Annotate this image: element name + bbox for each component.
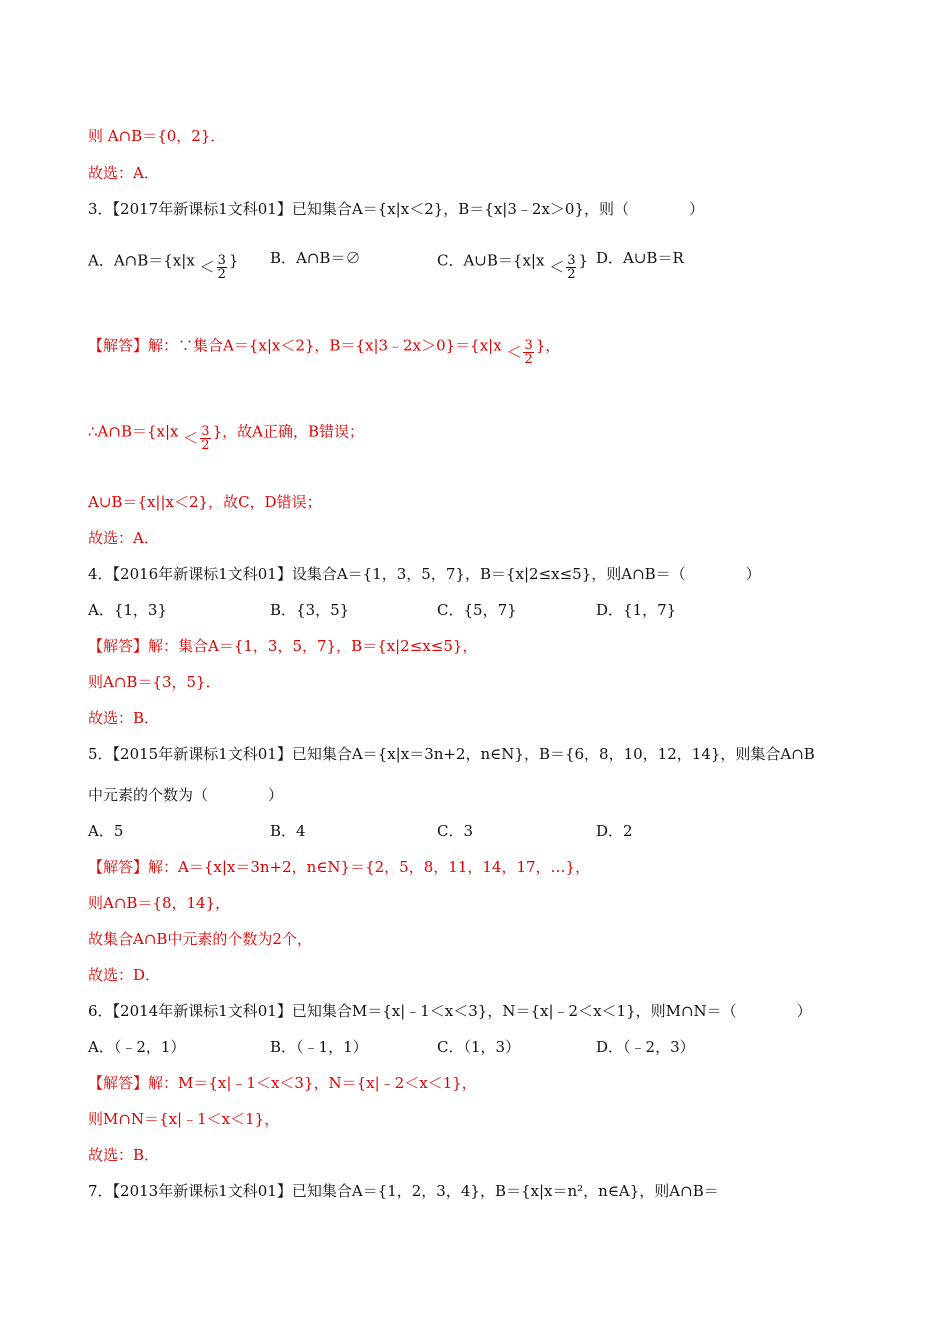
less-than: ＜: [549, 257, 565, 276]
q6-option-c: C．（1，3）: [437, 1038, 521, 1056]
option-text: A．A∩B＝{x|x: [88, 251, 200, 270]
answer-4-line-2: 则A∩B＝{3，5}．: [88, 673, 221, 691]
answer-3-choice: 故选：A．: [88, 529, 159, 547]
question-5-line-2: 中元素的个数为（ ）: [88, 786, 284, 804]
q4-option-d: D．{1，7}: [596, 601, 677, 619]
numerator: 3: [201, 424, 210, 439]
answer-6-line-2: 则M∩N＝{x|﹣1＜x＜1}，: [88, 1110, 280, 1128]
answer-5-line-1: 【解答】解：A＝{x|x＝3n+2，n∈N}＝{2，5，8，11，14，17，…}，: [88, 858, 591, 876]
option-text-end: }: [228, 251, 239, 270]
fraction: [566, 254, 576, 281]
answer-4-choice: 故选：B．: [88, 709, 160, 727]
q4-option-c: C．{5，7}: [437, 601, 517, 619]
q6-option-a: A．（﹣2，1）: [88, 1038, 186, 1056]
answer-5-choice: 故选：D．: [88, 966, 161, 984]
fraction: [523, 339, 533, 366]
answer-3-line-1: [88, 333, 561, 367]
answer-text: 【解答】解：∵集合A＝{x|x＜2}，B＝{x|3﹣2x＞0}＝{x|x: [88, 336, 507, 355]
question-4: 4．【2016年新课标1文科01】设集合A＝{1，3，5，7}，B＝{x|2≤x≤5}，则A∩B＝（ ）: [88, 565, 761, 583]
numerator: 3: [217, 253, 226, 268]
q5-option-a: A．5: [88, 822, 124, 840]
q5-option-d: D．2: [596, 822, 633, 840]
less-than: ＜: [199, 257, 215, 276]
numerator: 3: [567, 253, 576, 268]
q3-option-d: D．A∪B＝R: [596, 249, 684, 267]
q6-option-d: D．（﹣2，3）: [596, 1038, 695, 1056]
q6-option-b: B．（﹣1，1）: [270, 1038, 368, 1056]
q4-option-a: A．{1，3}: [88, 601, 168, 619]
fraction: [217, 254, 227, 281]
answer-line: 则 A∩B＝{0，2}．: [88, 127, 226, 145]
answer-text-end: }，: [535, 336, 561, 355]
option-text: C．A∪B＝{x|x: [437, 251, 550, 270]
denominator: 2: [567, 267, 576, 282]
denominator: 2: [217, 267, 226, 282]
q3-option-a: [88, 248, 239, 282]
less-than: ＜: [506, 342, 522, 361]
answer-6-line-1: 【解答】解：M＝{x|﹣1＜x＜3}，N＝{x|﹣2＜x＜1}，: [88, 1074, 477, 1092]
answer-3-line-2: [88, 419, 364, 453]
q4-option-b: B．{3，5}: [270, 601, 350, 619]
answer-text-end: }，故A正确，B错误；: [212, 422, 364, 441]
q3-option-c: [437, 248, 589, 282]
q3-option-b: B．A∩B＝∅: [270, 249, 361, 267]
q5-option-b: B．4: [270, 822, 306, 840]
answer-5-line-2: 则A∩B＝{8，14}，: [88, 894, 231, 912]
answer-6-choice: 故选：B．: [88, 1146, 160, 1164]
answer-5-line-3: 故集合A∩B中元素的个数为2个，: [88, 930, 312, 948]
answer-4-line-1: 【解答】解：集合A＝{1，3，5，7}，B＝{x|2≤x≤5}，: [88, 637, 478, 655]
option-text-end: }: [578, 251, 589, 270]
fraction: [200, 425, 210, 452]
answer-choice: 故选：A．: [88, 164, 159, 182]
question-6: 6．【2014年新课标1文科01】已知集合M＝{x|﹣1＜x＜3}，N＝{x|﹣2＜x＜1}，则M∩N＝（ ）: [88, 1002, 812, 1020]
answer-text: ∴A∩B＝{x|x: [88, 422, 184, 441]
denominator: 2: [524, 352, 533, 367]
question-7: 7．【2013年新课标1文科01】已知集合A＝{1，2，3，4}，B＝{x|x＝n²，n∈A}，则A∩B＝: [88, 1182, 719, 1200]
numerator: 3: [524, 338, 533, 353]
question-3: 3．【2017年新课标1文科01】已知集合A＝{x|x＜2}，B＝{x|3﹣2x＞0}，则（ ）: [88, 200, 704, 218]
q5-option-c: C．3: [437, 822, 474, 840]
question-5-line-1: 5．【2015年新课标1文科01】已知集合A＝{x|x＝3n+2，n∈N}，B＝{6，8，10，12，14}，则集合A∩B: [88, 745, 815, 763]
denominator: 2: [201, 438, 210, 453]
answer-3-line-3: A∪B＝{x||x＜2}，故C，D错误；: [88, 493, 322, 511]
less-than: ＜: [183, 428, 199, 447]
